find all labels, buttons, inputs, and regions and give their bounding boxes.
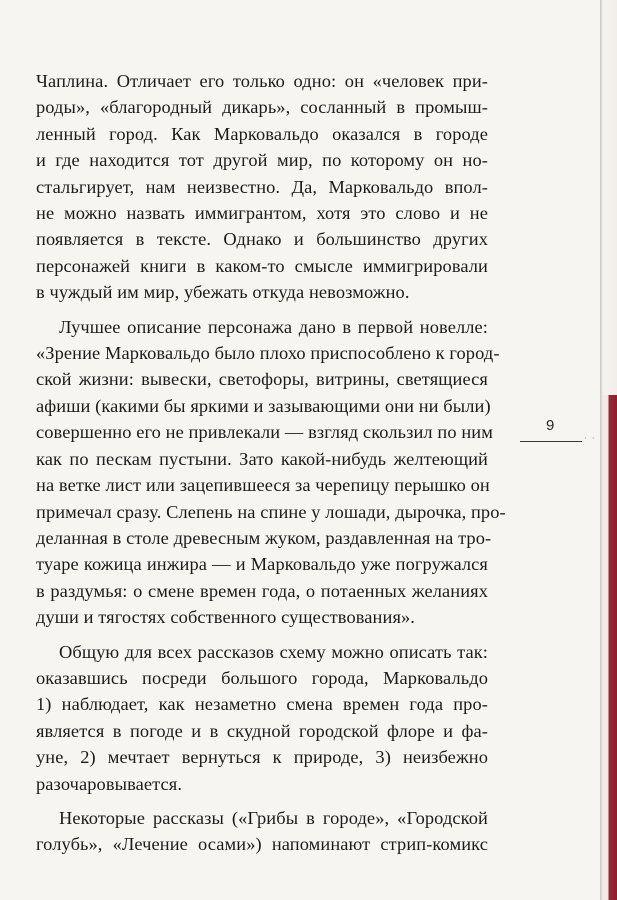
text-line: Общую для всех рассказов схему можно описать так: [59, 641, 488, 662]
text-line: примечал сразу. Слепень на спине у лошади, дырочка, про- [36, 501, 506, 522]
text-line: появляется в тексте. Однако и большинство других [36, 229, 488, 250]
paragraph-1 [36, 68, 488, 306]
text-line: в раздумья: о смене времен года, о потаенных желаниях [36, 580, 488, 601]
paragraph-4 [36, 805, 488, 858]
text-line: уне, 2) мечтает вернуться к природе, 3) неизбежно [36, 747, 488, 768]
text-line: на ветке лист или зацепившееся за черепицу перышко он [36, 475, 490, 496]
text-line: роды», «благородный дикарь», сосланный в промыш- [36, 97, 488, 118]
text-line: ской жизни: вывески, светофоры, витрины, светящиеся [36, 369, 488, 390]
text-line: Лучшее описание персонажа дано в первой новелле: [59, 316, 488, 337]
text-line: персонажей книги в каком-то смысле иммигрировали [36, 255, 488, 276]
text-line: как по пескам пустыни. Зато какой-нибудь желтеющий [36, 448, 488, 469]
text-line: деланная в столе древесным жуком, раздавленная на тро- [36, 527, 492, 548]
page-number-rule [520, 441, 582, 442]
text-line: стальгирует, нам неизвестно. Да, Марковальдо впол- [36, 176, 488, 197]
text-line: 1) наблюдает, как незаметно смена времен года про- [36, 694, 488, 715]
paragraph-3 [36, 639, 488, 797]
text-line: и где находится тот другой мир, по которому он но- [36, 150, 488, 171]
text-line: в чуждый им мир, убежать откуда невозможно. [36, 282, 410, 303]
text-line: разочаровывается. [36, 773, 183, 794]
text-line: оказавшись посреди большого города, Марковальдо [36, 667, 488, 688]
text-line: Чаплина. Отличает его только одно: он «человек при- [36, 71, 488, 91]
page-number: 9 [546, 417, 555, 434]
text-line: афиши (какими бы яркими и зазывающими они ни были) [36, 395, 491, 416]
text-line: ленный город. Как Марковальдо оказался в городе [36, 123, 488, 144]
text-line: Некоторые рассказы («Грибы в городе», «Городской [59, 807, 488, 828]
text-line: туаре кожица инжира — и Марковальдо уже погружался [36, 554, 488, 575]
text-line: души и тягостях собственного существования». [36, 607, 415, 628]
rule-ornament: · · [584, 434, 596, 444]
book-edge-upper [600, 0, 617, 395]
text-line: голубь», «Лечение осами») напоминают стрип-комикс [36, 834, 488, 855]
book-edge [600, 0, 617, 900]
text-line: совершенно его не привлекали — взгляд скользил по ним [36, 422, 493, 443]
text-line: «Зрение Марковальдо было плохо приспособлено к город- [36, 343, 500, 364]
paragraph-2 [36, 314, 506, 631]
body-text [36, 68, 506, 866]
text-line: является в погоде и в скудной городской флоре и фа- [36, 720, 488, 741]
text-line: не можно назвать иммигрантом, хотя это слово и не [36, 203, 488, 224]
